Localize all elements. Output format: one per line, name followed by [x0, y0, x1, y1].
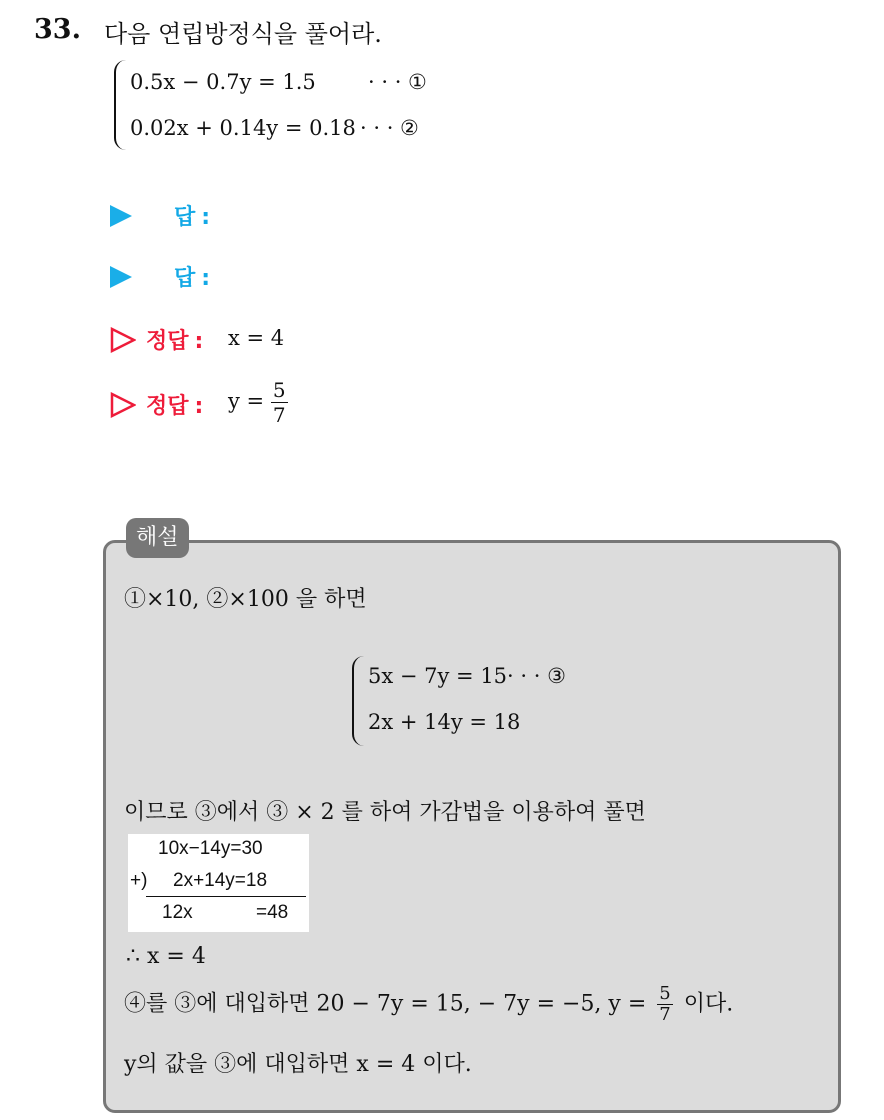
therefore-line: ∴ x = 4 — [126, 944, 206, 969]
calc-divider — [146, 896, 306, 897]
explanation-line-3: ④를 ③에 대입하면 20 − 7y = 15, − 7y = −5, y = $\frac{5}{7}$ 이다. — [124, 983, 734, 1025]
explanation-box — [103, 540, 841, 1113]
equation-1: 0.5x − 0.7y = 1.5 — [130, 70, 316, 94]
explanation-equation-4: 2x + 14y = 18 — [368, 710, 521, 734]
outline-arrow-icon — [110, 327, 136, 353]
play-arrow-icon — [110, 266, 132, 288]
explanation-tag: 해설 — [126, 518, 189, 558]
vertical-calculation — [128, 834, 309, 932]
equation-2-ref: · · · ② — [360, 116, 419, 140]
outline-arrow-icon — [110, 392, 136, 418]
calc-row-2: 2x+14y=18 — [173, 870, 268, 891]
explanation-line-1: ①×10, ②×100 을 하면 — [124, 587, 367, 612]
correct-answer-2: y = $\frac{5}{7}$ — [228, 378, 286, 427]
explanation-equation-3: 5x − 7y = 15· · · ③ — [368, 664, 566, 688]
correct-label-2: 정답 : — [146, 394, 204, 419]
equation-2: 0.02x + 0.14y = 0.18 — [130, 116, 356, 140]
play-arrow-icon — [110, 205, 132, 227]
equation-1-ref: · · · ① — [368, 70, 427, 94]
calc-row-3-left: 12x — [162, 902, 193, 923]
explanation-line-4: y의 값을 ③에 대입하면 x = 4 이다. — [124, 1052, 472, 1077]
correct-label-1: 정답 : — [146, 329, 204, 354]
calc-row-1: 10x−14y=30 — [158, 838, 263, 859]
answer-label-2: 답 : — [174, 266, 211, 291]
question-number: 33. — [34, 14, 81, 45]
question-prompt: 다음 연립방정식을 풀어라. — [104, 20, 382, 48]
correct-answer-1: x = 4 — [228, 326, 285, 350]
calc-row-2-operator: +) — [130, 870, 148, 891]
explanation-line-2: 이므로 ③에서 ③ × 2 를 하여 가감법을 이용하여 풀면 — [124, 800, 646, 825]
answer-label-1: 답 : — [174, 205, 211, 230]
calc-row-3-right: =48 — [256, 902, 289, 923]
